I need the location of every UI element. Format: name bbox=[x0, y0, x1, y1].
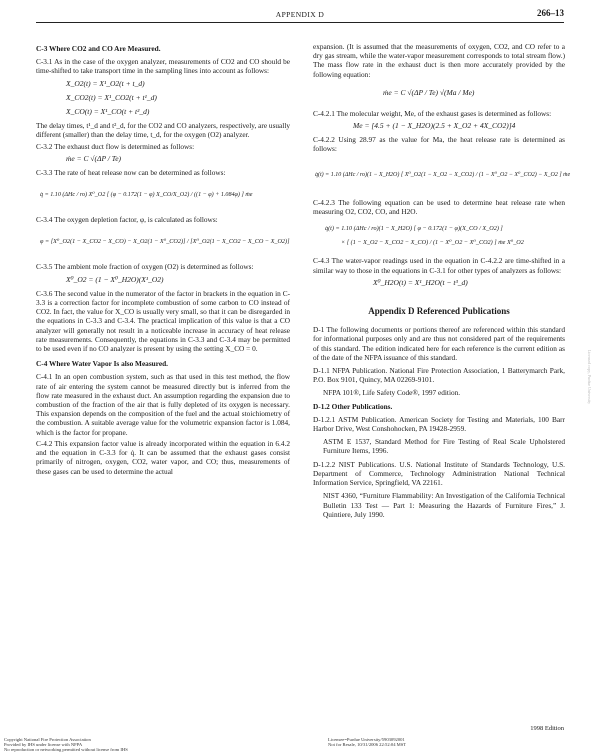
appendix-label: APPENDIX D bbox=[275, 10, 325, 19]
equation: × [ (1 − X_O2 − X_CO2 − X_CO) / (1 − X⁰_O2 − X⁰_CO2) ] ṁe X⁰_O2 bbox=[341, 239, 524, 247]
paragraph: C-3.5 The ambient mole fraction of oxygen (O2) is determined as follows: bbox=[36, 262, 254, 272]
paragraph: D-1.2.1 ASTM Publication. American Society for Testing and Materials, 100 Barr Harbor Drive, West Conshohocken, PA 19428-2959. bbox=[313, 414, 565, 434]
paragraph: expansion. (It is assumed that the measurements of oxygen, CO2, and CO refer to a dry gas stream, while the water-vapor measurement corresponds to total stream flow.) The mass flow rate in the exhaust duct is then more accurately provided by the following equation: bbox=[313, 42, 565, 79]
equation: X_CO(t) = X¹_CO(t + t²_d) bbox=[66, 107, 150, 117]
footer-line: No reproduction or networking permitted without license from IHS bbox=[4, 747, 128, 753]
paragraph: D-1.2.2 NIST Publications. U.S. National Institute of Standards Technology, U.S. Department of Commerce, Technology Administration National Technical Information Service, Springfield, VA 22161. bbox=[313, 459, 565, 488]
left-column bbox=[36, 42, 290, 478]
equation: ṁe = C √(ΔP / Te) √(Ma / Me) bbox=[383, 87, 475, 97]
footer-line: Copyright National Fire Protection Association bbox=[4, 737, 91, 742]
footer-right bbox=[328, 737, 406, 747]
paragraph: C-3.3 The rate of heat release now can be determined as follows: bbox=[36, 168, 226, 178]
appendix-title: Appendix D Referenced Publications bbox=[368, 306, 510, 317]
paragraph: C-4.2 This expansion factor value is already incorporated within the equation in 6.4.2 and the equation in C-3.3 for q̇. It can be assumed that the exhaust gases consist primarily of nitrogen, oxygen, CO2, water vapor, and CO; thus, measurements of these gases can be used to determine the actual bbox=[36, 438, 290, 476]
edition-label: 1998 Edition bbox=[530, 725, 564, 732]
section-heading: C-3 Where CO2 and CO Are Measured. bbox=[36, 44, 161, 53]
paragraph: C-3.2 The exhaust duct flow is determined as follows: bbox=[36, 141, 195, 151]
paragraph: D-1.1 NFPA Publication. National Fire Protection Association, 1 Batterymarch Park, P.O. Box 9101, Quincy, MA 02269-9101. bbox=[313, 366, 565, 385]
paragraph: C-4.2.2 Using 28.97 as the value for Ma, the heat release rate is determined as follows: bbox=[313, 135, 565, 154]
footer-left bbox=[4, 737, 128, 753]
footer-line: Not for Resale, 10/31/2006 22:52:04 MST bbox=[328, 742, 407, 748]
paragraph: C-3.1 As in the case of the oxygen analyzer, measurements of CO2 and CO should be time-shifted to take transport time in the sampling lines into account as follows: bbox=[36, 57, 290, 76]
footer-line: Licensee=Purdue University/5903092001 bbox=[328, 737, 405, 742]
sidebar-text: Licensed copy, Purdue University bbox=[587, 349, 592, 404]
equation: q̇(t) = 1.10 (ΔHc / ro)(1 − X_H2O) [ φ − 0.172(1 − φ)(X_CO / X_O2) ] bbox=[325, 225, 503, 233]
section-heading: C-4 Where Water Vapor Is also Measured. bbox=[36, 359, 168, 369]
equation: ṁe = C √(ΔP / Te) bbox=[66, 153, 122, 163]
equation: X_O2(t) = X¹_O2(t + t_d) bbox=[66, 78, 145, 88]
paragraph: The delay times, t¹_d and t²_d, for the CO2 and CO analyzers, respectively, are usually different (smaller) than the delay time, t_d, for the oxygen (O2) analyzer. bbox=[36, 121, 290, 140]
paragraph: D-1 The following documents or portions thereof are referenced within this standard for informational purposes only and are thus not considered part of the requirements of this standard. The edition indicated here for each reference is the current edition as of the date of the NFPA issuance of this standard. bbox=[313, 325, 565, 362]
paragraph: C-3.4 The oxygen depletion factor, φ, is calculated as follows: bbox=[36, 215, 218, 225]
right-column bbox=[313, 42, 571, 521]
equation: q̇ = 1.10 (ΔHc / ro) X⁰_O2 [ (φ − 0.172(1 − φ) X_CO/X_O2) / ((1 − φ) + 1.084φ) ] ṁe bbox=[40, 192, 253, 199]
reference: NIST 4360, “Furniture Flammability: An Investigation of the California Technical Bulletin 133 Test — Part 1: Measuring the Hazards of Furniture Fires,” J. Quintiere, July 1990. bbox=[323, 491, 565, 519]
paragraph: C-4.1 In an open combustion system, such as that used in this test method, the flow rate of air entering the system cannot be measured directly but is inferred from the flow rate measured in the exhaust duct. An assumption regarding the expansion due to combustion of the fraction of the air that is fully depleted of its oxygen is necessary. This expansion depends on the composition of the fuel and the actual stoichiometry of the combustion. A suitable average value for the volumetric expansion factor is 1.084, which is the factor for propane. bbox=[36, 372, 290, 437]
paragraph: C-4.3 The water-vapor readings used in the equation in C-4.2.2 are time-shifted in a similar way to those in the equations in C-3.1 for other types of analyzers as follows: bbox=[313, 256, 565, 275]
paragraph: C-4.2.3 The following equation can be used to determine heat release rate when measuring O2, CO2, CO, and H2O. bbox=[313, 197, 565, 216]
page-header bbox=[36, 8, 564, 23]
equation: X⁰_H2O(t) = X¹_H2O(t − t³_d) bbox=[373, 277, 468, 287]
page-number: 266–13 bbox=[537, 8, 564, 18]
equation: X⁰_O2 = (1 − X⁰_H2O)(X¹_O2) bbox=[66, 274, 164, 284]
paragraph: C-4.2.1 The molecular weight, Me, of the exhaust gases is determined as follows: bbox=[313, 108, 552, 118]
section-heading: D-1.2 Other Publications. bbox=[313, 401, 393, 411]
equation: Me = [4.5 + (1 − X_H2O)(2.5 + X_O2 + 4X_CO2)]4 bbox=[353, 121, 516, 131]
reference: ASTM E 1537, Standard Method for Fire Testing of Real Scale Upholstered Furniture Items, 1996. bbox=[323, 437, 565, 456]
equation: X_CO2(t) = X¹_CO2(t + t¹_d) bbox=[66, 92, 157, 102]
equation: φ = [X⁰_O2(1 − X_CO2 − X_CO) − X_O2(1 − X⁰_CO2)] / [X⁰_O2(1 − X_CO2 − X_CO − X_O2)] bbox=[40, 238, 290, 246]
reference: NFPA 101®, Life Safety Code®, 1997 edition. bbox=[323, 388, 461, 398]
paragraph: C-3.6 The second value in the numerator of the factor in brackets in the equation in C-3.3 is a correction factor for incomplete combustion of some carbon to CO instead of CO2. In fact, the value for X_CO is usually very small, so that it can be disregarded in the equations in C-3.3 and C-3.4. The practical implication of this value is that a CO analyzer will generally not result in a noticeable increase in accuracy of heat release rate measurements. Consequently, the equations in C-3.3 and C-3.4 may be permitted to be used even if no CO analyzer is present by using the setting X_CO = 0. bbox=[36, 288, 290, 354]
footer-line: Provided by IHS under license with NFPA bbox=[4, 742, 83, 748]
equation: q̇(t) = 1.10 (ΔHc / ro)(1 − X_H2O) [ X⁰_O2(1 − X_O2 − X_CO2) / (1 − X⁰_O2 − X⁰_CO2) − X_O2 ] ṁe bbox=[315, 171, 571, 178]
